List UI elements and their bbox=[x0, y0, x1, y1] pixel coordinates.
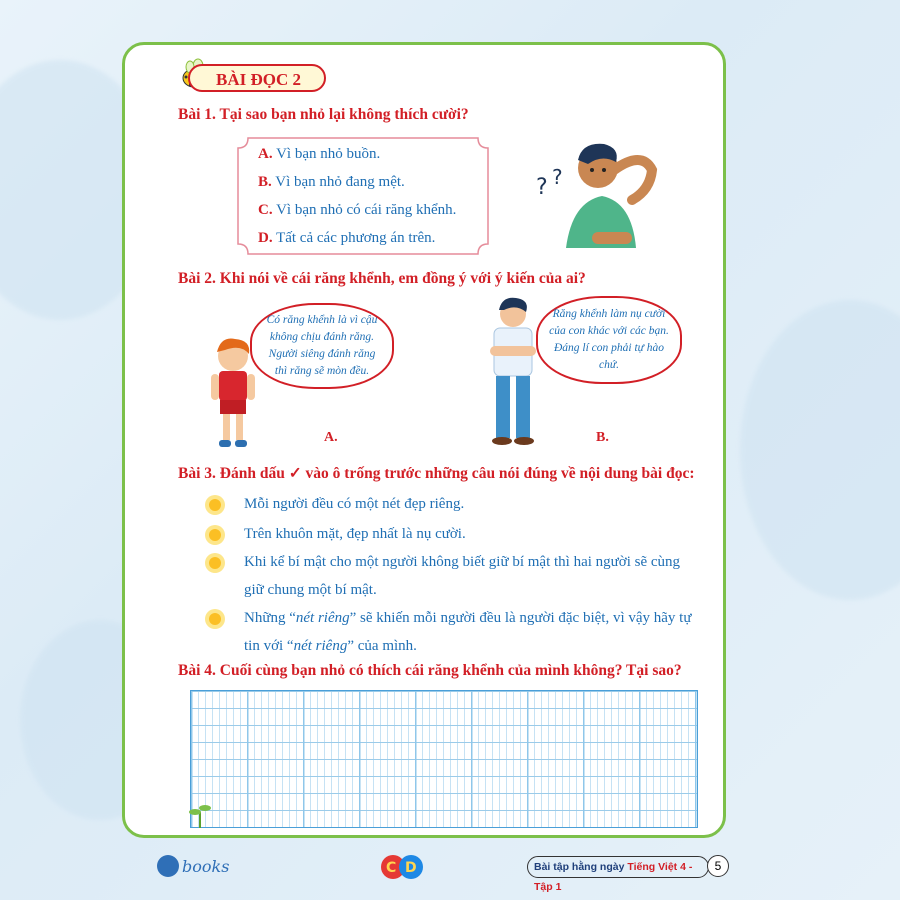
thinking-man-illustration bbox=[532, 130, 662, 255]
sun-checkbox-icon[interactable] bbox=[204, 608, 226, 630]
svg-text:D: D bbox=[405, 860, 417, 876]
lesson-title-badge bbox=[176, 50, 336, 96]
speech-bubble-b: Răng khểnh làm nụ cười của con khác với các bạn. Đáng lí con phải tự hào chứ. bbox=[536, 296, 682, 384]
svg-text:C: C bbox=[386, 860, 397, 876]
question-2: Bài 2. Khi nói về cái răng khểnh, em đồng ý với ý kiến của ai? bbox=[178, 270, 586, 287]
sprout-icon bbox=[188, 800, 212, 830]
answer-writing-grid[interactable] bbox=[190, 690, 698, 828]
boy-illustration bbox=[205, 336, 261, 452]
speech-bubble-a: Có răng khểnh là vì cậu không chịu đánh răng. Người siêng đánh răng thì răng sẽ mòn đều. bbox=[250, 303, 394, 389]
page-number: 5 bbox=[707, 855, 729, 877]
statement-1: Mỗi người đều có một nét đẹp riêng. bbox=[244, 496, 465, 512]
question-3: Bài 3. Đánh dấu ✓ vào ô trống trước những câu nói đúng về nội dung bài đọc: bbox=[178, 465, 695, 482]
statement-4: Những “nét riêng” sẽ khiến mỗi người đều là người đặc biệt, vì vậy hãy tự tin với “nét riêng” của mình. bbox=[244, 610, 692, 654]
svg-text:books: books bbox=[182, 857, 230, 876]
answer-label-a: A. bbox=[324, 430, 338, 445]
statement-3: Khi kể bí mật cho một người không biết giữ bí mật thì hai người sẽ cùng giữ chung một bí mật. bbox=[244, 554, 681, 598]
cd-logo bbox=[380, 852, 424, 882]
svg-text:?: ? bbox=[552, 165, 563, 189]
option-a[interactable]: A. Vì bạn nhỏ buồn. bbox=[258, 146, 381, 162]
statement-2: Trên khuôn mặt, đẹp nhất là nụ cười. bbox=[244, 526, 466, 542]
sun-checkbox-icon[interactable] bbox=[204, 494, 226, 516]
sun-checkbox-icon[interactable] bbox=[204, 524, 226, 546]
sun-checkbox-icon[interactable] bbox=[204, 552, 226, 574]
qbooks-logo bbox=[156, 850, 240, 882]
option-d[interactable]: D. Tất cả các phương án trên. bbox=[258, 230, 436, 246]
answer-label-b: B. bbox=[596, 430, 609, 445]
book-title-footer: Bài tập hằng ngày Tiếng Việt 4 - Tập 1 bbox=[527, 856, 709, 878]
question-1: Bài 1. Tại sao bạn nhỏ lại không thích cười? bbox=[178, 106, 469, 123]
option-b[interactable]: B. Vì bạn nhỏ đang mệt. bbox=[258, 174, 405, 190]
background-stain bbox=[740, 300, 900, 600]
option-c[interactable]: C. Vì bạn nhỏ có cái răng khểnh. bbox=[258, 202, 457, 218]
man-illustration bbox=[482, 296, 544, 446]
svg-text:?: ? bbox=[536, 175, 548, 200]
lesson-title: BÀI ĐỌC 2 bbox=[188, 64, 326, 92]
question-4: Bài 4. Cuối cùng bạn nhỏ có thích cái răng khểnh của mình không? Tại sao? bbox=[178, 662, 682, 679]
